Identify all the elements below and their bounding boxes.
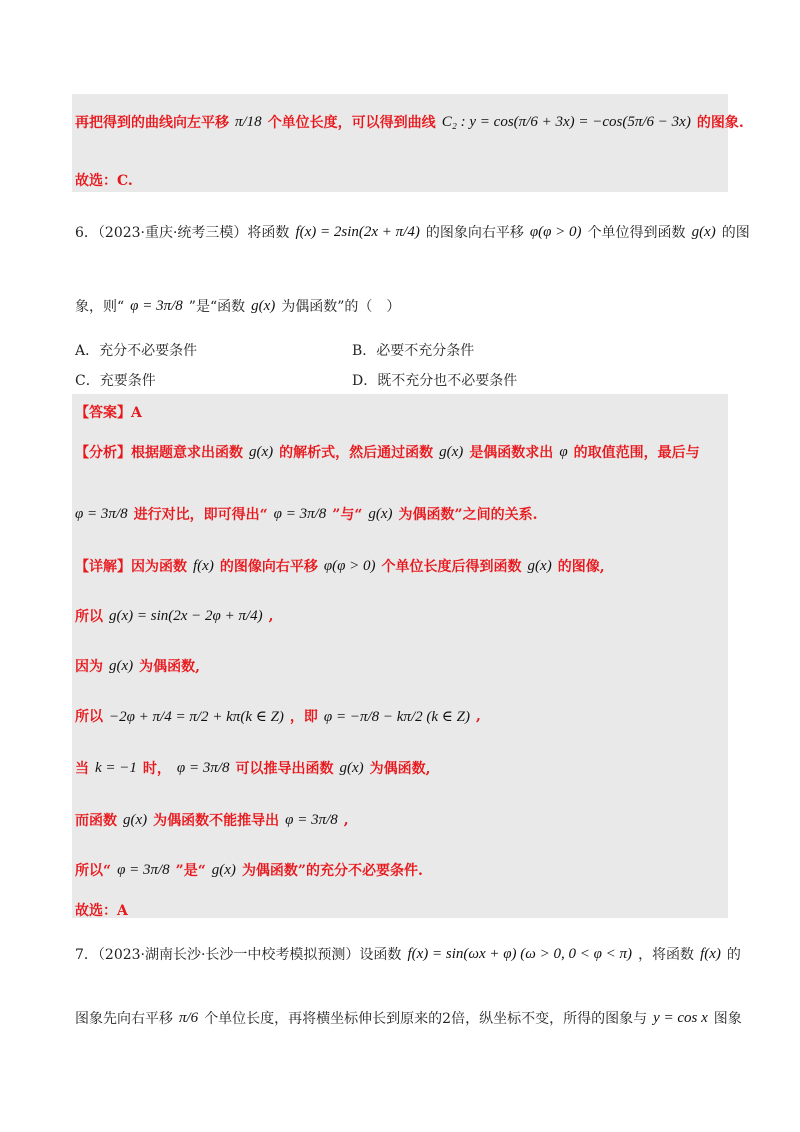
math-g: g(x) bbox=[123, 811, 148, 828]
analysis-line2: φ = 3π/8 进行对比，即可得出“ φ = 3π/8 ”与“ g(x) 为偶函数”之间的关系. bbox=[75, 505, 538, 523]
solution-top-line1: 再把得到的曲线向左平移 π/18 个单位长度，可以得到曲线 C₂ : y = cos(π/6 + 3x) = −cos(5π/6 − 3x) 的图象. bbox=[75, 113, 744, 131]
option-b[interactable]: B．必要不充分条件 bbox=[352, 343, 475, 359]
math-g: g(x) bbox=[211, 861, 236, 878]
detail-because: 因为 g(x) 为偶函数, bbox=[75, 657, 201, 675]
option-c[interactable]: C．充要条件 bbox=[75, 373, 156, 389]
math-g: g(x) bbox=[109, 657, 134, 674]
math-equation-k: −2φ + π/4 = π/2 + kπ(k ∈ Z) bbox=[109, 708, 284, 725]
math-phi-3pi-8: φ = 3π/8 bbox=[75, 505, 128, 522]
math-g-expression: g(x) = sin(2x − 2φ + π/4) bbox=[109, 607, 263, 624]
math-phi-3pi-8: φ = 3π/8 bbox=[117, 861, 170, 878]
question-6-line2: 象，则“ φ = 3π/8 ”是“函数 g(x) 为偶函数”的（ ） bbox=[75, 297, 401, 315]
solution-block-top bbox=[72, 94, 728, 192]
math-g: g(x) bbox=[368, 505, 393, 522]
solution-top-choice: 故选：C. bbox=[75, 173, 133, 189]
math-k-value: k = −1 bbox=[95, 759, 137, 776]
detail-when: 当 k = −1 时， φ = 3π/8 可以推导出函数 g(x) 为偶函数, bbox=[75, 759, 431, 777]
option-d[interactable]: D．既不充分也不必要条件 bbox=[352, 373, 518, 389]
detail-choose: 故选：A bbox=[75, 903, 128, 919]
detail-so1: 所以 g(x) = sin(2x − 2φ + π/4) , bbox=[75, 607, 274, 625]
math-f: f(x) bbox=[700, 945, 721, 962]
math-phi-3pi-8: φ = 3π/8 bbox=[273, 505, 327, 522]
math-curve-c2: C₂ : y = cos(π/6 + 3x) = −cos(5π/6 − 3x) bbox=[441, 113, 691, 130]
detail-line1: 【详解】因为函数 f(x) 的图像向右平移 φ(φ > 0) 个单位长度后得到函数 g(x) 的图像, bbox=[75, 557, 605, 575]
math-g: g(x) bbox=[251, 297, 276, 314]
math-phi-positive: φ(φ > 0) bbox=[323, 557, 376, 574]
math-phi-positive: φ(φ > 0) bbox=[529, 223, 582, 240]
math-g: g(x) bbox=[691, 223, 716, 240]
math-g: g(x) bbox=[439, 443, 464, 460]
question-7-line2: 图象先向右平移 π/6 个单位长度，再将横坐标伸长到原来的2倍，纵坐标不变，所得的图象与 y = cos x 图象 bbox=[75, 1009, 742, 1027]
question-6-line1: 6．（2023·重庆·统考三模）将函数 f(x) = 2sin(2x + π/4) 的图象向右平移 φ(φ > 0) 个单位得到函数 g(x) 的图 bbox=[75, 223, 750, 241]
analysis-line1: 【分析】根据题意求出函数 g(x) 的解析式，然后通过函数 g(x) 是偶函数求出 φ 的取值范围，最后与 bbox=[75, 443, 700, 461]
math-y-cosx: y = cos x bbox=[653, 1009, 708, 1026]
math-phi-3pi-8: φ = 3π/8 bbox=[285, 811, 338, 828]
answer-line: 【答案】A bbox=[75, 405, 142, 421]
math-g: g(x) bbox=[249, 443, 274, 460]
math-phi-solution: φ = −π/8 − kπ/2 (k ∈ Z) bbox=[323, 708, 470, 725]
math-f: f(x) bbox=[193, 557, 214, 574]
math-g: g(x) bbox=[339, 759, 364, 776]
math-f-definition: f(x) = 2sin(2x + π/4) bbox=[295, 223, 420, 240]
option-a[interactable]: A．充分不必要条件 bbox=[75, 343, 198, 359]
math-shift-pi-18: π/18 bbox=[235, 113, 262, 130]
math-phi: φ bbox=[559, 443, 568, 460]
math-phi-3pi-8: φ = 3π/8 bbox=[176, 759, 230, 776]
math-f-definition: f(x) = sin(ωx + φ) (ω > 0, 0 < φ < π) bbox=[407, 945, 633, 962]
detail-but: 而函数 g(x) 为偶函数不能推导出 φ = 3π/8 , bbox=[75, 811, 349, 829]
math-g: g(x) bbox=[527, 557, 552, 574]
detail-so3: 所以“ φ = 3π/8 ”是“ g(x) 为偶函数”的充分不必要条件. bbox=[75, 861, 423, 879]
detail-so2: 所以 −2φ + π/4 = π/2 + kπ(k ∈ Z) ，即 φ = −π/8 − kπ/2 (k ∈ Z) , bbox=[75, 708, 481, 725]
math-phi-3pi-8: φ = 3π/8 bbox=[130, 297, 183, 314]
math-pi-6: π/6 bbox=[179, 1009, 199, 1026]
question-7-line1: 7．（2023·湖南长沙·长沙一中校考模拟预测）设函数 f(x) = sin(ωx + φ) (ω > 0, 0 < φ < π) ，将函数 f(x) 的 bbox=[75, 945, 741, 963]
